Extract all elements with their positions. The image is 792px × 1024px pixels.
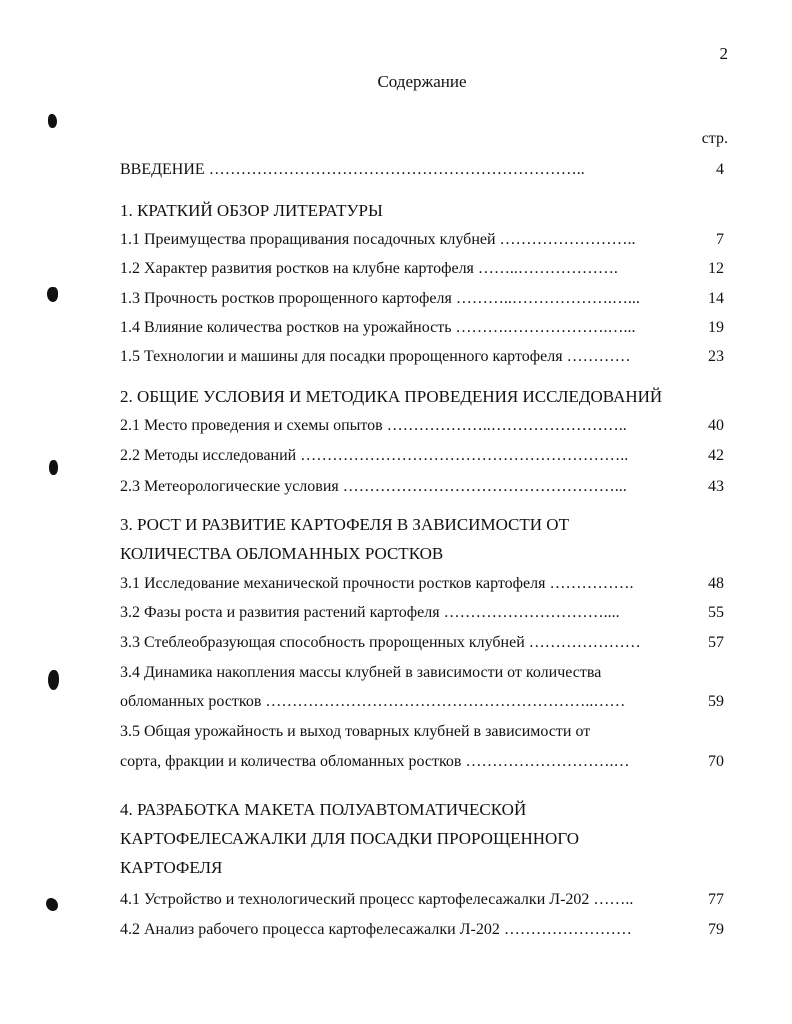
toc-entry: 1.1 Преимущества проращивания посадочных клубней …………………….. — [120, 231, 636, 248]
toc-section-heading: 3. РОСТ И РАЗВИТИЕ КАРТОФЕЛЯ В ЗАВИСИМОСТИ ОТ — [120, 515, 569, 534]
toc-page-number: 70 — [708, 753, 724, 770]
toc-entry: 1.5 Технологии и машины для посадки пророщенного картофеля ………… — [120, 348, 631, 365]
toc-entry: обломанных ростков ……………………………………………………..…… — [120, 693, 626, 710]
toc-entry: 4.2 Анализ рабочего процесса картофелесажалки Л-202 …………………… — [120, 921, 632, 938]
toc-section-heading: КАРТОФЕЛЕСАЖАЛКИ ДЛЯ ПОСАДКИ ПРОРОЩЕННОГО — [120, 829, 580, 848]
toc-entry: 3.4 Динамика накопления массы клубней в зависимости от количества — [120, 664, 602, 681]
toc-page-number: 14 — [708, 290, 724, 307]
toc-section-heading: КАРТОФЕЛЯ — [120, 858, 223, 877]
toc-entry: 3.3 Стеблеобразующая способность пророщенных клубней ………………… — [120, 634, 641, 651]
toc-page-number: 43 — [708, 478, 724, 495]
toc-page-number: 57 — [708, 634, 724, 651]
toc-entry: 3.5 Общая урожайность и выход товарных клубней в зависимости от — [120, 723, 591, 740]
punch-hole-mark — [47, 287, 58, 302]
toc-entry: 2.1 Место проведения и схемы опытов ………………..…………………….. — [120, 417, 627, 434]
toc-entry: ВВЕДЕНИЕ …………………………………………………………….. — [120, 161, 585, 178]
toc-page-number: 77 — [708, 891, 724, 908]
punch-hole-mark — [46, 898, 58, 911]
toc-section-heading: КОЛИЧЕСТВА ОБЛОМАННЫХ РОСТКОВ — [120, 544, 444, 563]
page-number: 2 — [719, 44, 728, 63]
toc-entry: 3.2 Фазы роста и развития растений картофеля ………………………….... — [120, 604, 620, 621]
toc-page-number: 40 — [708, 417, 724, 434]
toc-page-number: 19 — [708, 319, 724, 336]
toc-page-number: 59 — [708, 693, 724, 710]
toc-entry: 4.1 Устройство и технологический процесс картофелесажалки Л-202 …….. — [120, 891, 634, 908]
pages-column-label: стр. — [701, 130, 728, 147]
page-title: Содержание — [377, 72, 467, 91]
toc-page-number: 23 — [708, 348, 724, 365]
punch-hole-mark — [49, 460, 58, 475]
toc-page-number: 4 — [716, 161, 724, 178]
toc-entry: сорта, фракции и количества обломанных ростков ……………………….… — [120, 753, 630, 770]
toc-entry: 3.1 Исследование механической прочности ростков картофеля ……………. — [120, 575, 634, 592]
toc-section-heading: 2. ОБЩИЕ УСЛОВИЯ И МЕТОДИКА ПРОВЕДЕНИЯ ИССЛЕДОВАНИЙ — [120, 387, 663, 406]
toc-entry: 1.3 Прочность ростков пророщенного картофеля ………..……………….…... — [120, 290, 640, 307]
toc-page-number: 79 — [708, 921, 724, 938]
toc-page-number: 55 — [708, 604, 724, 621]
toc-section-heading: 4. РАЗРАБОТКА МАКЕТА ПОЛУАВТОМАТИЧЕСКОЙ — [120, 800, 527, 819]
toc-page-number: 48 — [708, 575, 724, 592]
toc-page-number: 42 — [708, 447, 724, 464]
toc-entry: 2.2 Методы исследований …………………………………………………….. — [120, 447, 629, 464]
toc-entry: 2.3 Метеорологические условия ……………………………………………... — [120, 478, 627, 495]
toc-page-number: 7 — [716, 231, 724, 248]
toc-entry: 1.4 Влияние количества ростков на урожайность ……….……………….…... — [120, 319, 636, 336]
punch-hole-mark — [48, 670, 59, 690]
punch-hole-mark — [48, 114, 57, 128]
toc-entry: 1.2 Характер развития ростков на клубне картофеля ……..………………. — [120, 260, 618, 277]
toc-section-heading: 1. КРАТКИЙ ОБЗОР ЛИТЕРАТУРЫ — [120, 201, 383, 220]
toc-page-number: 12 — [708, 260, 724, 277]
